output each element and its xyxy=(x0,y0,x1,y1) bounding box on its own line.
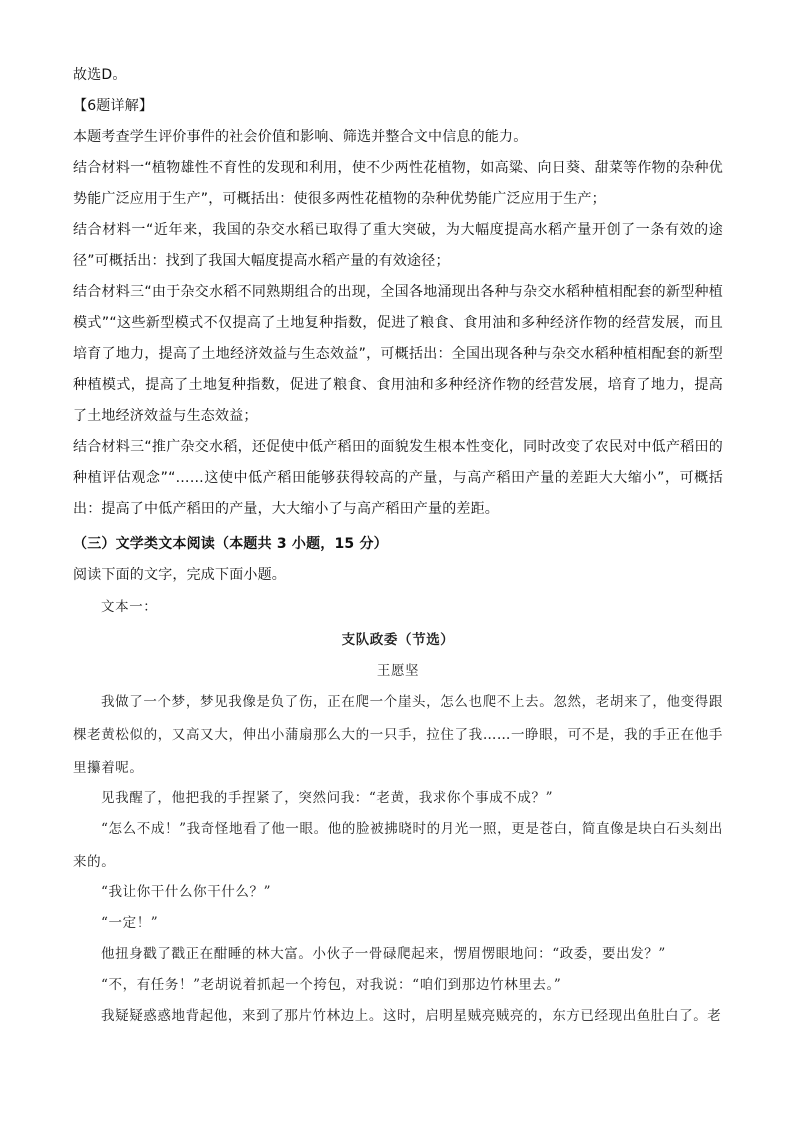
analysis-point-4: 结合材料三“推广杂交水稻，还促使中低产稻田的面貌发生根本性变化，同时改变了农民对中低产稻田的种植评估观念”“……这使中低产稻田能够获得较高的产量，与高产稻田产量的差距大大缩小”，可概括出：提高了中低产稻田的产量，大大缩小了与高产稻田产量的差距。 xyxy=(73,439,723,517)
story-paragraph: 见我醒了，他把我的手捏紧了，突然问我：“老黄，我求你个事成不成？” xyxy=(101,790,554,806)
story-paragraph: 我疑疑惑惑地背起他，来到了那片竹林边上。这时，启明星贼亮贼亮的，东方已经现出鱼肚白了。老 xyxy=(101,1008,722,1024)
story-paragraph: “一定！” xyxy=(101,915,159,931)
analysis-intro: 本题考查学生评价事件的社会价值和影响、筛选并整合文中信息的能力。 xyxy=(73,129,528,145)
section-instruction: 阅读下面的文字，完成下面小题。 xyxy=(73,567,286,583)
text-label: 文本一： xyxy=(101,599,158,615)
story-title: 支队政委（节选） xyxy=(341,632,455,648)
analysis-point-3: 结合材料三“由于杂交水稻不同熟期组合的出现，全国各地涌现出各种与杂交水稻种植相配套的新型种植模式”“这些新型模式不仅提高了土地复种指数，促进了粮食、食用油和多种经济作物的经营发展，而且培育了地力，提高了土地经济效益与生态效益”，可概括出：全国出现各种与杂交水稻种植相配套的新型种植模式，提高了土地复种指数，促进了粮食、食用油和多种经济作物的经营发展，培育了地力，提高了土地经济效益与生态效益； xyxy=(73,284,723,424)
story-paragraph: “怎么不成！”我奇怪地看了他一眼。他的脸被拂晓时的月光一照，更是苍白，简直像是块白石头刻出来的。 xyxy=(73,821,723,870)
story-paragraph: 我做了一个梦，梦见我像是负了伤，正在爬一个崖头，怎么也爬不上去。忽然，老胡来了，他变得跟棵老黄松似的，又高又大，伸出小蒲扇那么大的一只手，拉住了我……一睁眼，可不是，我的手正在他手里攥着呢。 xyxy=(73,694,723,776)
story-paragraph: 他扭身戳了戳正在酣睡的林大富。小伙子一骨碌爬起来，愣眉愣眼地问：“政委，要出发？” xyxy=(101,946,666,962)
answer-line: 故选D。 xyxy=(73,67,127,83)
analysis-point-2: 结合材料一“近年来，我国的杂交水稻已取得了重大突破，为大幅度提高水稻产量开创了一条有效的途径”可概括出：找到了我国大幅度提高水稻产量的有效途径； xyxy=(73,222,723,269)
analysis-point-1: 结合材料一“植物雄性不育性的发现和利用，使不少两性花植物，如高粱、向日葵、甜菜等作物的杂种优势能广泛应用于生产”，可概括出：使很多两性花植物的杂种优势能广泛应用于生产； xyxy=(73,160,723,207)
story-author: 王愿坚 xyxy=(376,663,420,679)
story-paragraph: “我让你干什么你干什么？” xyxy=(101,884,272,900)
story-paragraph: “不，有任务！”老胡说着抓起一个挎包，对我说：“咱们到那边竹林里去。” xyxy=(101,977,562,993)
detail-heading: 【6题详解】 xyxy=(73,98,154,114)
section-heading: （三）文学类文本阅读（本题共 3 小题，15 分） xyxy=(73,536,388,552)
